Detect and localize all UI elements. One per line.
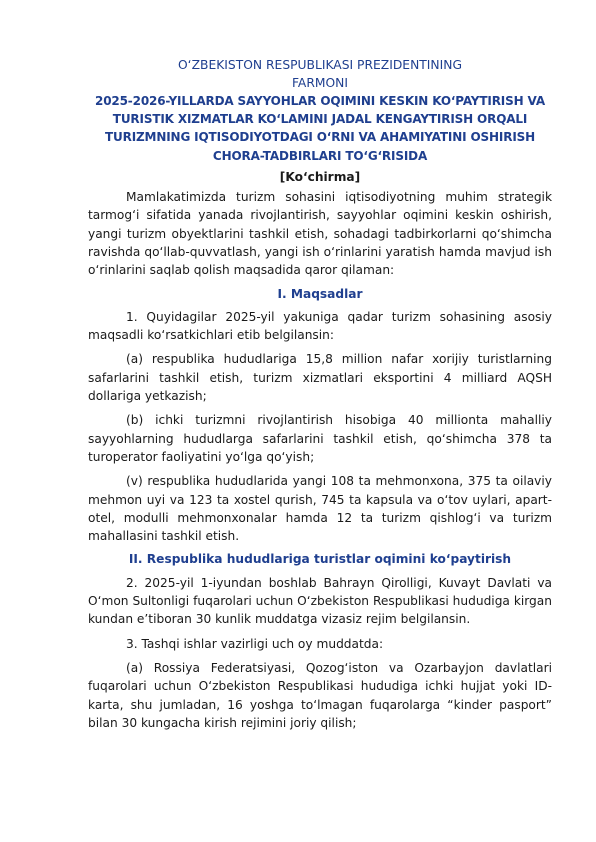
item-paragraph: 3. Tashqi ishlar vazirligi uch oy muddatda:: [126, 636, 384, 651]
item-paragraph: (a) Rossiya Federatsiyasi, Qozog‘iston va Ozarbayjon davlatlari fuqarolari uchun O‘zbekiston Respublikasi hududiga ichki hujjat yoki ID-karta, shu jumladan, 16 yoshga to‘lmagan fuqarolarga “kinder pasport” bilan 30 kungacha kirish rejimini joriy qilish;: [88, 660, 552, 730]
title-line: TURIZMNING IQTISODIYOTDAGI O‘RNI VA AHAMIYATINI OSHIRISH: [104, 130, 536, 145]
document-type: FARMONI: [291, 75, 348, 90]
item-paragraph: (a) respublika hududlariga 15,8 million nafar xorijiy turistlarning safarlarini tashkil etish, turizm xizmatlari eksportini 4 milliard AQSH dollariga yetkazish;: [88, 352, 552, 404]
item-paragraph: (b) ichki turizmni rivojlantirish hisobiga 40 millionta mahalliy sayyohlarning hududlarga safarlarini tashkil etish, qo‘shimcha 378 ta turoperator faoliyatini yo‘lga qo‘yish;: [88, 413, 552, 464]
excerpt-note: [Ko‘chirma]: [279, 169, 361, 184]
document-title: [88, 92, 552, 165]
title-line: 2025-2026-YILLARDA SAYYOHLAR OQIMINI KESKIN KO‘PAYTIRISH VA: [95, 94, 545, 108]
title-line: TURISTIK XIZMATLAR KO‘LAMINI JADAL KENGAYTIRISH ORQALI: [112, 112, 528, 127]
title-line: CHORA-TADBIRLARI TO‘G‘RISIDA: [212, 148, 428, 163]
item-paragraph: 2. 2025-yil 1-iyundan boshlab Bahrayn Qirolligi, Kuvayt Davlati va O‘mon Sultonligi fuqarolari uchun O‘zbekiston Respublikasi hududiga kirgan kundan e’tiboran 30 kunlik muddatga vizasiz rejim belgilansin.: [88, 575, 552, 627]
preamble-paragraph: Mamlakatimizda turizm sohasini iqtisodiyotning muhim strategik tarmog‘i sifatida yanada rivojlantirish, sayyohlar oqimini keskin oshirish, yangi turizm obyektlarini tashkil etish, sohadagi tadbirkorlarni qo‘shimcha ravishda qo‘llab-quvvatlash, yangi ish o‘rinlarini yaratish hamda mavjud ish o‘rinlarini saqlab qolish maqsadida qaror qilaman:: [88, 190, 552, 278]
item-paragraph: (v) respublika hududlarida yangi 108 ta mehmonxona, 375 ta oilaviy mehmon uyi va 123 ta xostel qurish, 745 ta kapsula va o‘tov uylari, apart-otel, modulli mehmonxonalar hamda 12 ta turizm qishlog‘i va turizm mahallasini tashkil etish.: [88, 474, 552, 544]
section-heading: I. Maqsadlar: [277, 286, 363, 301]
section-heading: II. Respublika hududlariga turistlar oqimini ko‘paytirish: [128, 552, 512, 567]
issuer-line: O‘ZBEKISTON RESPUBLIKASI PREZIDENTINING: [178, 58, 462, 72]
item-paragraph: 1. Quyidagilar 2025-yil yakuniga qadar turizm sohasining asosiy maqsadli ko‘rsatkichlari etib belgilansin:: [88, 309, 552, 343]
document-page: [88, 57, 552, 732]
